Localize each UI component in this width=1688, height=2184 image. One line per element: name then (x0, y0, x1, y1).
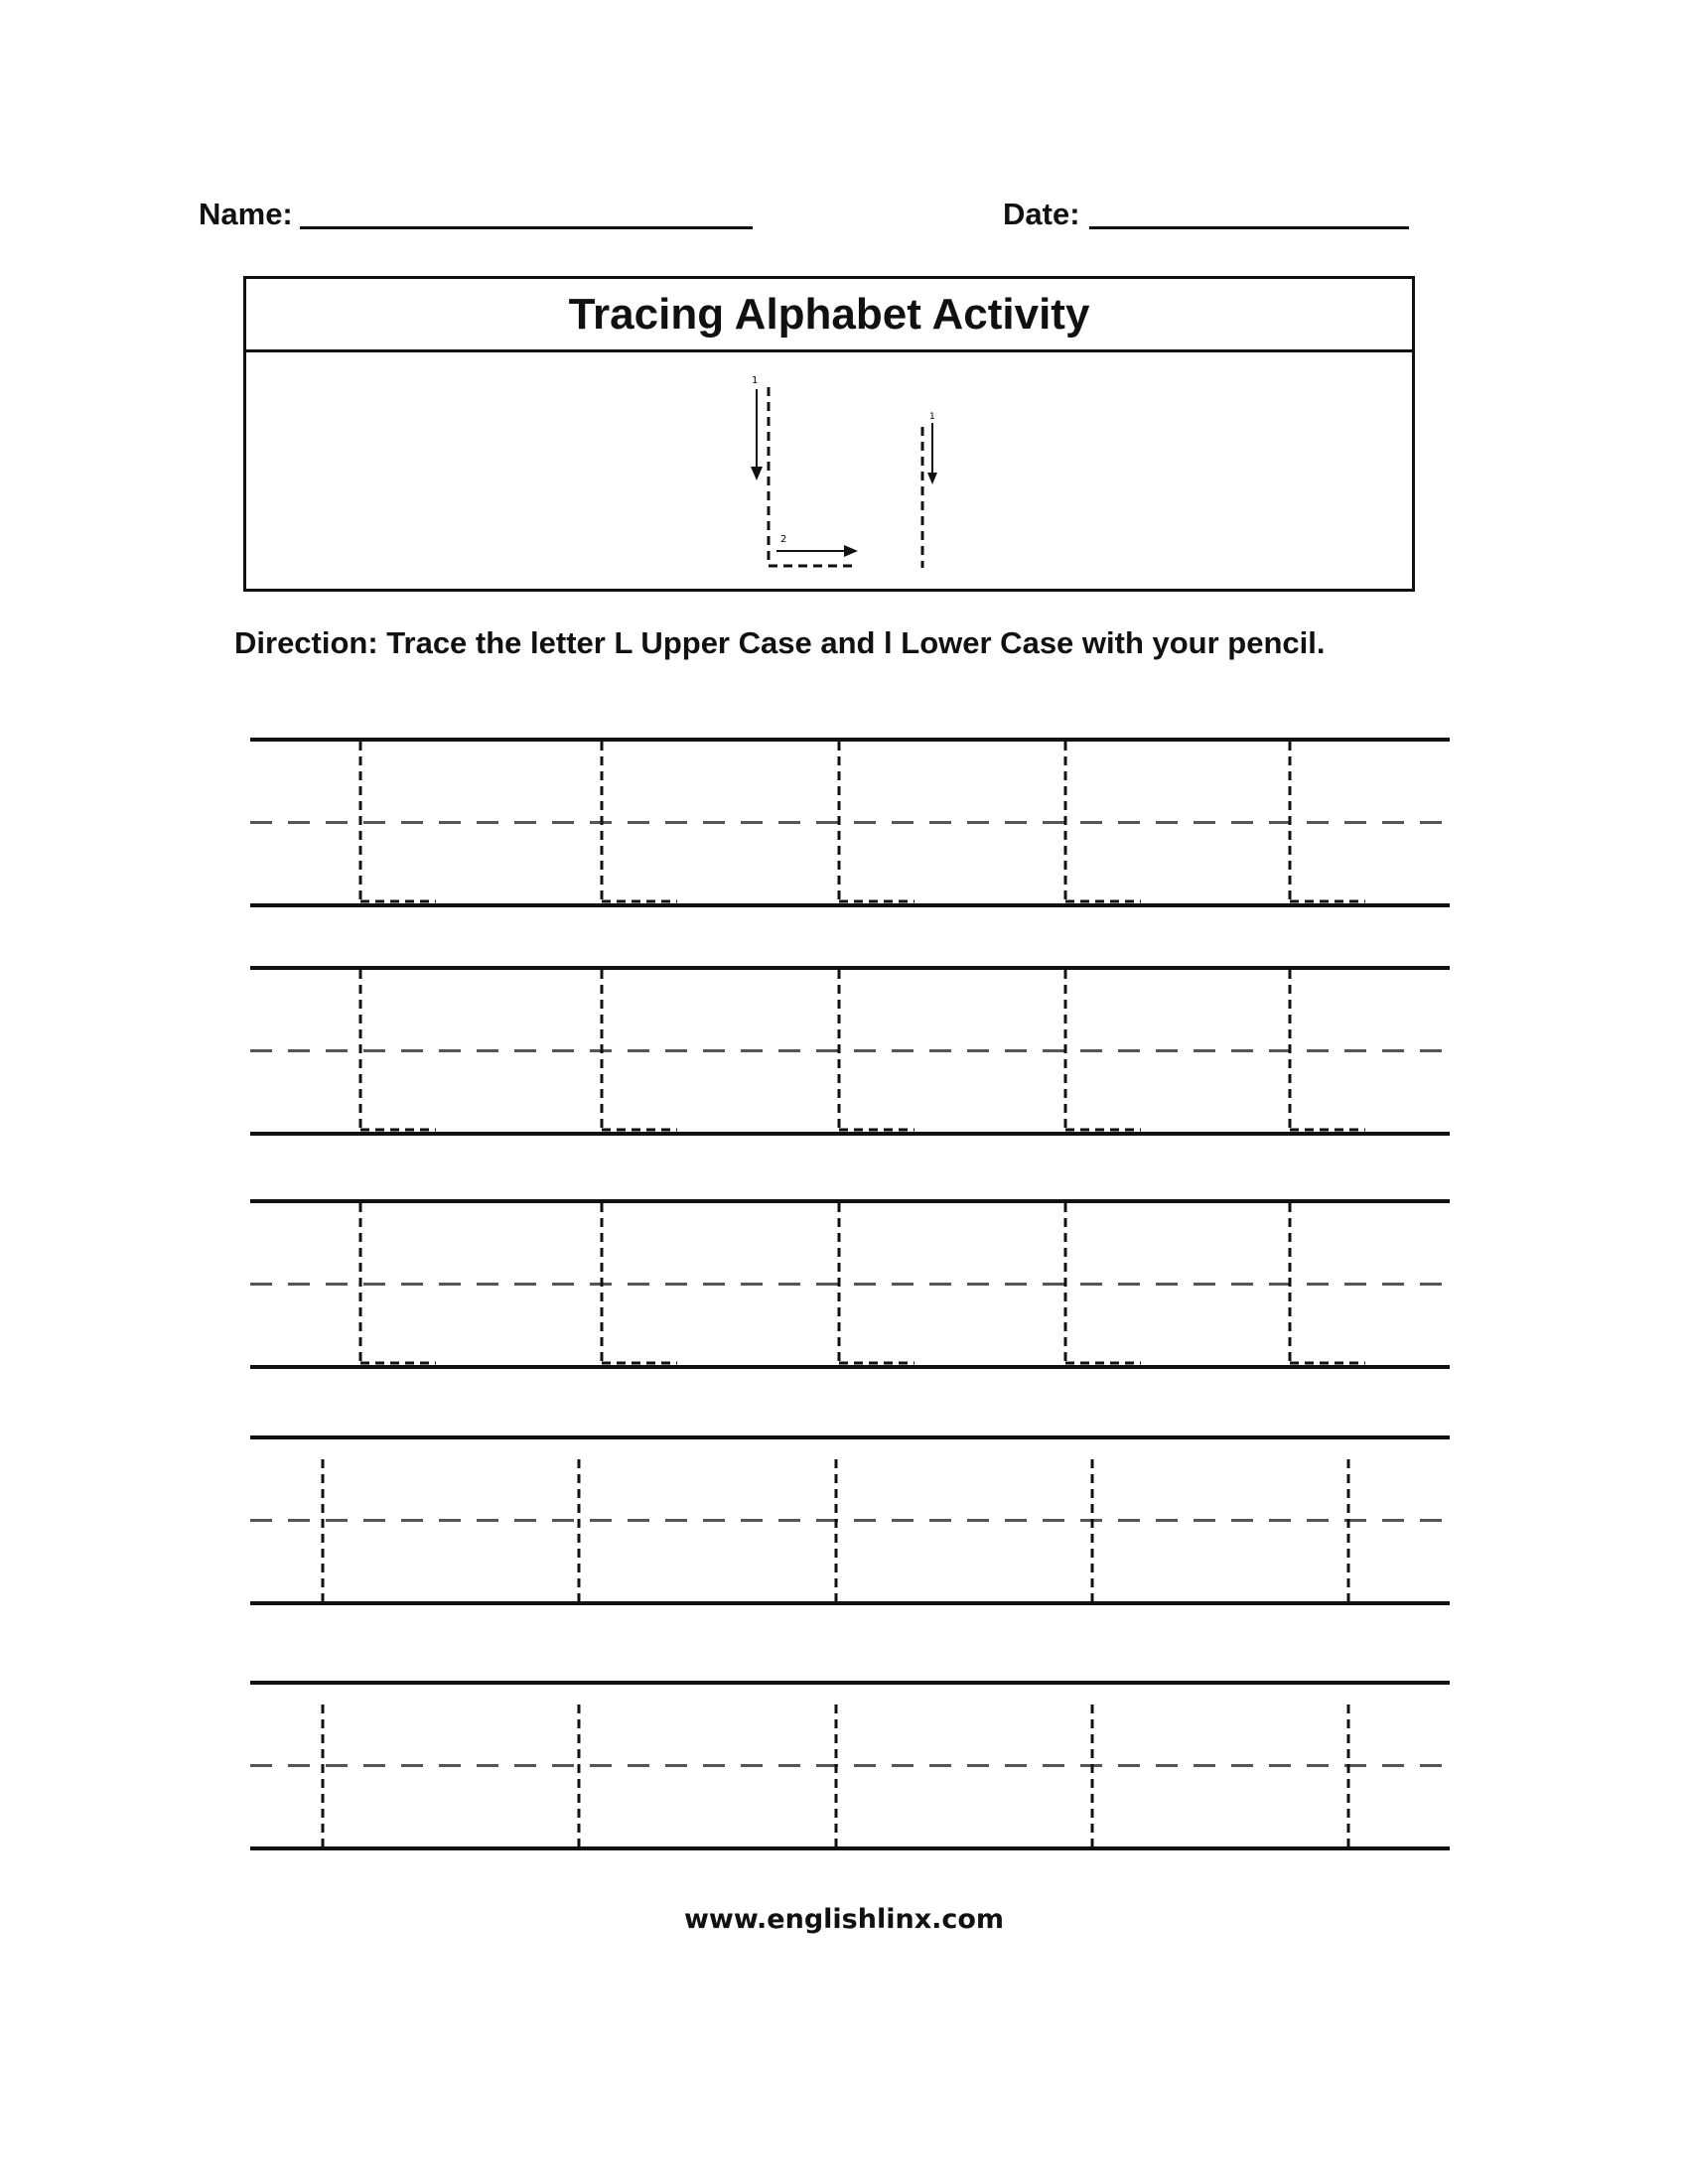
date-label: Date: (1003, 197, 1080, 231)
name-label: Name: (199, 197, 293, 231)
direction-text: Direction: Trace the letter L Upper Case and l Lower Case with your pencil. (234, 625, 1326, 660)
stroke-2-number: 2 (780, 534, 787, 545)
stroke-1-number: 1 (752, 375, 759, 386)
lowercase-stroke-number: 1 (929, 412, 935, 422)
footer-website: www.englishlinx.com (683, 1904, 1005, 1935)
page-title: Tracing Alphabet Activity (568, 289, 1090, 339)
